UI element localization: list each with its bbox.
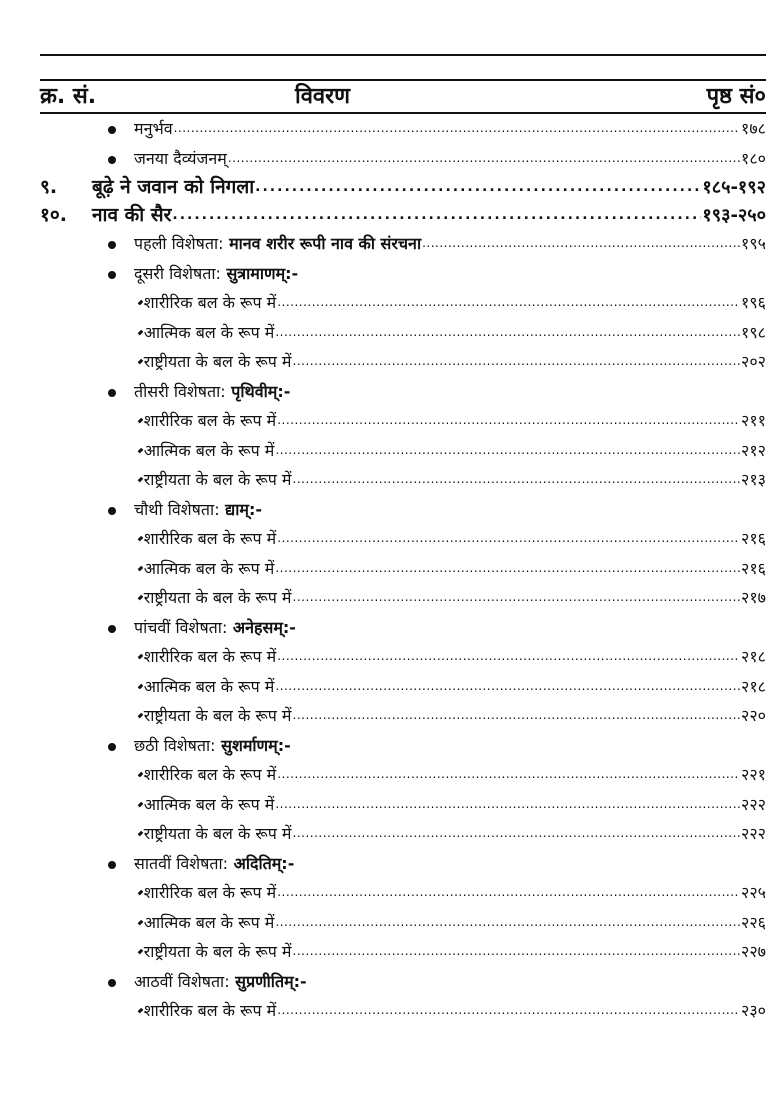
entry-title [144, 642, 276, 672]
entry-title-text: शारीरिक बल के रूप में [143, 529, 277, 548]
diamond-bullet-icon [138, 654, 144, 660]
diamond-bullet-icon [138, 772, 144, 778]
entry-title-text: आत्मिक बल के रूप में [143, 322, 275, 342]
entry-title [144, 524, 276, 554]
bullet-dot-icon [108, 861, 116, 869]
toc-subsection-entry[interactable] [40, 318, 766, 348]
entry-title [144, 288, 276, 318]
dot-leader [293, 345, 741, 377]
entry-title-emphasis: सुत्रामाणम्:- [220, 263, 299, 283]
diamond-bullet-icon [138, 831, 143, 836]
entry-title-text: आत्मिक बल के रूप में [143, 912, 275, 932]
dot-leader [277, 640, 740, 672]
bullet-dot-icon [108, 507, 116, 515]
toc-subsection-entry[interactable] [40, 347, 766, 377]
toc-subsection-entry[interactable] [40, 465, 766, 495]
entry-title-emphasis: सुशर्माणम्:- [215, 735, 291, 755]
bullet-dot-icon [108, 625, 116, 633]
toc-subsection-entry[interactable] [40, 996, 766, 1026]
entry-title-emphasis: पृथिवीम्:- [225, 381, 291, 401]
page-number: २२६ [741, 912, 766, 932]
diamond-bullet-icon [138, 1008, 144, 1014]
diamond-bullet-icon [138, 713, 143, 718]
entry-title [144, 878, 276, 908]
entry-title-text: छठी विशेषता: [134, 735, 216, 755]
toc-subsection-entry[interactable] [40, 878, 766, 908]
entry-title [92, 201, 171, 229]
bullet-dot-icon [108, 126, 116, 134]
dot-leader [275, 906, 740, 938]
chapter-number: ९. [40, 176, 58, 198]
page-number: २२० [741, 706, 766, 725]
entry-title-text: दूसरी विशेषता: [134, 263, 221, 283]
entry-title-emphasis: अनेहसम्:- [227, 617, 296, 637]
entry-title [144, 937, 292, 967]
dot-leader [277, 404, 740, 436]
entry-title [144, 436, 275, 466]
dot-leader [275, 788, 740, 820]
entry-title [144, 672, 275, 702]
diamond-bullet-icon [138, 919, 144, 925]
entry-title [134, 849, 294, 879]
entry-title-text: शारीरिक बल के रूप में [143, 411, 277, 430]
page-number: २१६ [741, 558, 766, 578]
toc-list [40, 114, 766, 1026]
page-number: २०२ [741, 352, 766, 371]
entry-title [92, 173, 254, 201]
entry-title [134, 495, 262, 525]
toc-subsection-entry[interactable] [40, 554, 766, 584]
page-number: २१२ [741, 440, 766, 460]
toc-section-entry[interactable] [40, 613, 766, 643]
toc-section-entry[interactable] [40, 967, 766, 997]
diamond-bullet-icon [138, 447, 144, 453]
dot-leader [277, 522, 740, 554]
toc-subsection-entry[interactable] [40, 790, 766, 820]
page-number: २२५ [741, 883, 766, 902]
entry-title [134, 259, 298, 289]
entry-title-text: चौथी विशेषता: [134, 499, 220, 519]
entry-title-emphasis: द्याम्:- [219, 499, 262, 519]
dot-leader [255, 171, 701, 201]
page-number: २२२ [741, 824, 766, 843]
dot-leader [277, 994, 740, 1026]
entry-title-text: आत्मिक बल के रूप में [143, 440, 275, 460]
entry-title [144, 760, 276, 790]
dot-leader [277, 286, 740, 318]
diamond-bullet-icon [138, 949, 143, 954]
top-rule [40, 54, 766, 56]
page-number: २१७ [741, 588, 766, 607]
entry-title-emphasis: अदितिम्:- [228, 853, 295, 873]
page-number: २१८ [741, 676, 766, 696]
page-number: १९५ [741, 234, 766, 253]
page-number: २३० [741, 1001, 766, 1020]
page-number: १९६ [741, 293, 766, 312]
entry-title [144, 554, 275, 584]
diamond-bullet-icon [138, 683, 144, 689]
entry-title [144, 347, 292, 377]
entry-title-text: पांचवीं विशेषता: [134, 617, 228, 637]
diamond-bullet-icon [138, 565, 144, 571]
page-number: २२१ [741, 765, 766, 784]
toc-section-entry[interactable] [40, 495, 766, 525]
entry-title-text: राष्ट्रीयता के बल के रूप में [143, 470, 292, 489]
entry-title [134, 229, 421, 259]
dot-leader [172, 199, 701, 229]
entry-title-text: आत्मिक बल के रूप में [143, 794, 275, 814]
toc-subsection-entry[interactable] [40, 583, 766, 613]
entry-title-text: जनया दैव्यंजनम् [134, 148, 227, 168]
serial-number-heading: क्र. सं. [40, 84, 97, 109]
entry-title [144, 465, 292, 495]
entry-title-text: राष्ट्रीयता के बल के रूप में [143, 824, 292, 843]
entry-title-emphasis: सुप्रणीतिम्:- [229, 971, 307, 991]
diamond-bullet-icon [138, 477, 143, 482]
entry-title [144, 583, 292, 613]
toc-subsection-entry[interactable] [40, 436, 766, 466]
entry-title [134, 144, 227, 174]
page-number: १७८ [741, 119, 766, 138]
toc-subsection-entry[interactable] [40, 819, 766, 849]
dot-leader [275, 434, 740, 466]
diamond-bullet-icon [138, 418, 144, 424]
dot-leader [293, 817, 741, 849]
page-number: २१३ [741, 470, 766, 489]
entry-title [144, 701, 292, 731]
toc-header [40, 82, 766, 112]
toc-section-entry[interactable] [40, 849, 766, 879]
dot-leader [174, 112, 740, 144]
diamond-bullet-icon [138, 595, 143, 600]
dot-leader [275, 316, 740, 348]
entry-title [134, 377, 290, 407]
entry-title-text: शारीरिक बल के रूप में [143, 1001, 277, 1020]
chapter-number: १०. [40, 204, 67, 226]
page-number: २२२ [741, 794, 766, 814]
entry-title-text: राष्ट्रीयता के बल के रूप में [143, 352, 292, 371]
diamond-bullet-icon [138, 329, 144, 335]
toc-subsection-entry[interactable] [40, 406, 766, 436]
dot-leader [293, 581, 741, 613]
dot-leader [275, 552, 740, 584]
diamond-bullet-icon [138, 300, 144, 306]
entry-title-text: सातवीं विशेषता: [134, 853, 229, 873]
toc-subsection-entry[interactable] [40, 288, 766, 318]
page-number: १८० [741, 148, 766, 168]
entry-title [144, 819, 292, 849]
entry-title-text: तीसरी विशेषता: [134, 381, 226, 401]
page-number: १८५-१९२ [702, 177, 766, 198]
toc-section-entry[interactable] [40, 229, 766, 259]
description-heading: विवरण [295, 84, 351, 109]
toc-subsection-entry[interactable] [40, 937, 766, 967]
toc-section-entry[interactable] [40, 144, 766, 174]
entry-title [134, 731, 291, 761]
bullet-dot-icon [108, 156, 116, 164]
dot-leader [422, 227, 740, 259]
page-number-heading: पृष्ठ सं० [706, 84, 766, 109]
entry-title [134, 613, 296, 643]
page-number: २१८ [741, 647, 766, 666]
toc-subsection-entry[interactable] [40, 701, 766, 731]
page-number: २२७ [741, 942, 766, 961]
entry-title-text: पहली विशेषता: [134, 234, 224, 253]
page-number: १९८ [741, 322, 766, 342]
toc-section-entry[interactable] [40, 377, 766, 407]
entry-title-emphasis: मानव शरीर रूपी नाव की संरचना [223, 234, 422, 253]
entry-title-text: आठवीं विशेषता: [134, 971, 230, 991]
diamond-bullet-icon [138, 536, 144, 542]
bullet-dot-icon [108, 389, 116, 397]
dot-leader [277, 876, 740, 908]
bullet-dot-icon [108, 979, 116, 987]
diamond-bullet-icon [138, 359, 143, 364]
entry-title [144, 908, 275, 938]
toc-chapter-entry[interactable] [40, 201, 766, 229]
dot-leader [293, 463, 741, 495]
toc-section-entry[interactable] [40, 731, 766, 761]
bullet-dot-icon [108, 743, 116, 751]
diamond-bullet-icon [138, 890, 144, 896]
toc-subsection-entry[interactable] [40, 672, 766, 702]
entry-title [144, 406, 276, 436]
toc-subsection-entry[interactable] [40, 760, 766, 790]
entry-title [134, 967, 307, 997]
toc-subsection-entry[interactable] [40, 908, 766, 938]
toc-subsection-entry[interactable] [40, 642, 766, 672]
toc-section-entry[interactable] [40, 114, 766, 144]
entry-title-text: राष्ट्रीयता के बल के रूप में [143, 942, 292, 961]
entry-title [144, 318, 275, 348]
entry-title-text: शारीरिक बल के रूप में [143, 293, 277, 312]
bullet-dot-icon [108, 271, 116, 279]
bullet-dot-icon [108, 241, 116, 249]
page-number: २१६ [741, 529, 766, 548]
entry-title-text: शारीरिक बल के रूप में [143, 883, 277, 902]
toc-chapter-entry[interactable] [40, 173, 766, 201]
entry-title [144, 996, 276, 1026]
entry-title [144, 790, 275, 820]
toc-subsection-entry[interactable] [40, 524, 766, 554]
entry-title [134, 114, 173, 144]
entry-title-text: राष्ट्रीयता के बल के रूप में [143, 588, 292, 607]
dot-leader [275, 670, 740, 702]
entry-title-text: नाव की सैर [92, 204, 172, 226]
entry-title-text: राष्ट्रीयता के बल के रूप में [143, 706, 292, 725]
entry-title-text: मनुर्भव [134, 119, 173, 138]
entry-title-text: आत्मिक बल के रूप में [143, 558, 275, 578]
toc-section-entry[interactable] [40, 259, 766, 289]
entry-title-text: शारीरिक बल के रूप में [143, 647, 277, 666]
entry-title-text: आत्मिक बल के रूप में [143, 676, 275, 696]
page-number: २११ [741, 411, 766, 430]
header-top-rule [40, 79, 766, 81]
dot-leader [228, 142, 740, 174]
diamond-bullet-icon [138, 801, 144, 807]
dot-leader [293, 699, 741, 731]
page-number: १९३-२५० [702, 205, 766, 226]
dot-leader [277, 758, 740, 790]
dot-leader [293, 935, 741, 967]
entry-title-text: शारीरिक बल के रूप में [143, 765, 277, 784]
entry-title-text: बूढ़े ने जवान को निगला [92, 176, 255, 198]
